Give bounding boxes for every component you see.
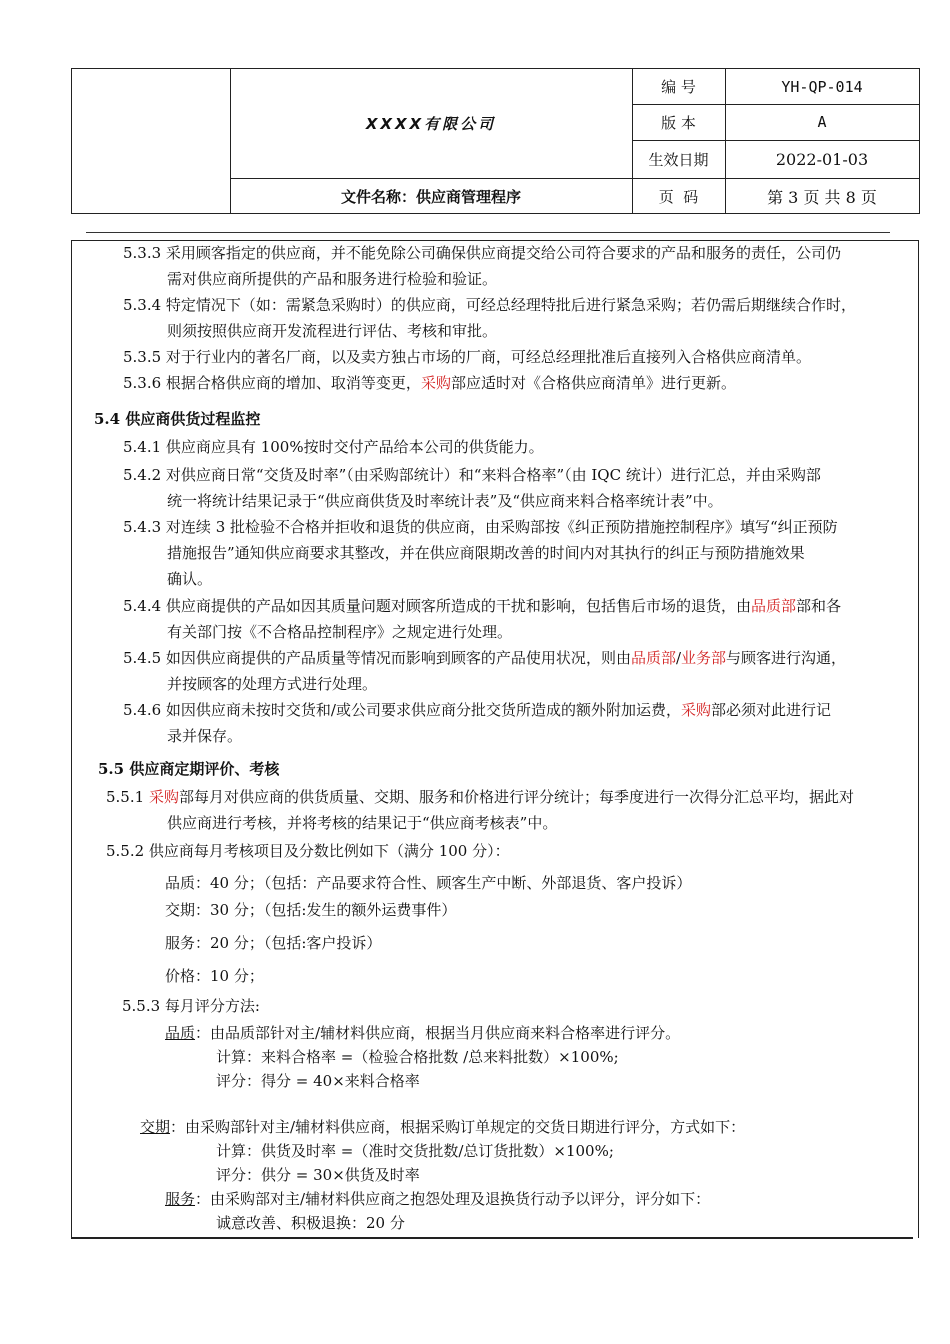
clause-5-3-6-text-a: 5.3.6 根据合格供应商的增加、取消等变更， [123,374,421,392]
effective-date-label: 生效日期 [648,150,709,169]
clause-5-5-1-number: 5.5.1 [106,788,149,806]
clause-5-5-1-line2: 供应商进行考核，并将考核的结果记于“供应商考核表”中。 [167,814,558,832]
highlight-business-dept: 业务部 [681,649,727,667]
section-heading-5-4: 5.4 供应商供货过程监控 [94,410,261,428]
clause-5-4-6-text-b: 部必须对此进行记 [711,701,832,719]
clause-5-5-3: 5.5.3 每月评分方法: [122,997,260,1015]
service-method [165,1189,710,1209]
page-value: 第 3 页 共 8 页 [767,187,877,207]
delivery-scoring: 评分：供分 = 30×供货及时率 [216,1166,420,1184]
effective-date-value: 2022-01-03 [775,149,869,169]
item-service-score: 服务：20 分；（包括:客户投诉） [165,934,382,952]
service-method-text: ：由采购部对主/辅材料供应商之抱怨处理及退换货行动予以评分，评分如下： [195,1190,711,1208]
company-name: XXXX有限公司 [365,115,497,133]
clause-5-5-2: 5.5.2 供应商每月考核项目及分数比例如下（满分 100 分）： [106,842,510,860]
section-heading-5-5: 5.5 供应商定期评价、考核 [98,760,280,778]
clause-5-3-5: 5.3.5 对于行业内的著名厂商，以及卖方独占市场的厂商，可经总经理批准后直接列入合格供应商清单。 [123,348,811,366]
clause-5-4-2-line1: 5.4.2 对供应商日常“交货及时率”（由采购部统计）和“来料合格率”（由 IQC 统计）进行汇总，并由采购部 [123,466,821,484]
clause-5-3-6 [123,373,736,393]
doc-number-label: 编 号 [661,78,696,96]
clause-5-4-6-line1 [123,700,831,720]
page-label: 页 码 [658,187,699,206]
version-label: 版 本 [661,113,696,132]
clause-5-4-3-line1: 5.4.3 对连续 3 批检验不合格并拒收和退货的供应商，由采购部按《纠正预防措施控制程序》填写“纠正预防 [123,518,838,536]
content-frame [71,240,919,1238]
clause-5-3-6-text-b: 部应适时对《合格供应商清单》进行更新。 [450,374,736,392]
clause-5-4-6-text-a: 5.4.6 如因供应商未按时交货和/或公司要求供应商分批交货所造成的额外附加运费， [123,701,681,719]
highlight-procurement: 采购 [420,374,451,392]
clause-5-4-4-line2: 有关部门按《不合格品控制程序》之规定进行处理。 [167,623,513,641]
document-header [71,68,920,214]
delivery-calculation: 计算：供货及时率 =（准时交货批数/总订货批数）×100%; [216,1142,614,1160]
service-label: 服务 [165,1190,196,1208]
quality-label: 品质 [165,1024,196,1042]
clause-5-4-4-text-a: 5.4.4 供应商提供的产品如因其质量问题对顾客所造成的干扰和影响，包括售后市场的退货，由 [123,597,751,615]
slash-separator: / [675,649,682,667]
clause-5-4-5-line1 [123,648,846,668]
clause-5-4-3-line3: 确认。 [167,570,213,588]
quality-scoring: 评分：得分 = 40×来料合格率 [216,1072,420,1090]
version-value: A [817,113,827,131]
document-title: 文件名称：供应商管理程序 [340,187,521,206]
delivery-method [140,1117,745,1137]
clause-5-4-5-text-a: 5.4.5 如因供应商提供的产品质量等情况而影响到顾客的产品使用状况，则由 [123,649,631,667]
quality-method-text: ：由品质部针对主/辅材料供应商，根据当月供应商来料合格率进行评分。 [195,1024,681,1042]
clause-5-4-5-text-b: 与顾客进行沟通， [726,649,847,667]
highlight-procurement-2: 采购 [681,701,712,719]
highlight-quality-dept-2: 品质部 [630,649,676,667]
item-delivery-score: 交期：30 分；（包括:发生的额外运费事件） [165,901,457,919]
clause-5-4-4-text-b: 部和各 [795,597,841,615]
footer-separator [71,1237,913,1239]
item-quality-score: 品质：40 分；（包括：产品要求符合性、顾客生产中断、外部退货、客户投诉） [165,874,692,892]
clause-5-4-1: 5.4.1 供应商应具有 100%按时交付产品给本公司的供货能力。 [123,438,544,456]
quality-method [165,1023,680,1043]
clause-5-3-3-line2: 需对供应商所提供的产品和服务进行检验和验证。 [167,270,498,288]
clause-5-4-4-line1 [123,596,841,616]
clause-5-4-5-line2: 并按顾客的处理方式进行处理。 [167,675,378,693]
delivery-label: 交期 [140,1118,171,1136]
quality-calculation: 计算：来料合格率 =（检验合格批数 /总来料批数）×100%; [216,1048,619,1066]
clause-5-4-2-line2: 统一将统计结果记录于“供应商供货及时率统计表”及“供应商来料合格率统计表”中。 [167,492,723,510]
clause-5-3-4-line2: 则须按照供应商开发流程进行评估、考核和审批。 [167,322,498,340]
clause-5-4-6-line2: 录并保存。 [167,727,243,745]
header-separator [86,232,890,233]
highlight-procurement-3: 采购 [148,788,179,806]
highlight-quality-dept: 品质部 [750,597,796,615]
clause-5-4-3-line2: 措施报告”通知供应商要求其整改，并在供应商限期改善的时间内对其执行的纠正与预防措施效果 [167,544,805,562]
clause-5-3-4-line1: 5.3.4 特定情况下（如：需紧急采购时）的供应商，可经总经理特批后进行紧急采购；若仍需后期继续合作时， [123,296,856,314]
delivery-method-text: ：由采购部针对主/辅材料供应商，根据采购订单规定的交货日期进行评分，方式如下： [170,1118,746,1136]
clause-5-5-1-text: 部每月对供应商的供货质量、交期、服务和价格进行评分统计；每季度进行一次得分汇总平均，据此对 [178,788,854,806]
clause-5-5-1-line1 [106,787,854,807]
doc-number-value: YH-QP-014 [781,77,863,96]
clause-5-3-3-line1: 5.3.3 采用顾客指定的供应商，并不能免除公司确保供应商提交给公司符合要求的产品和服务的责任，公司仍 [123,244,841,262]
item-price-score: 价格：10 分； [165,967,264,985]
service-item: 诚意改善、积极退换：20 分 [216,1214,405,1232]
